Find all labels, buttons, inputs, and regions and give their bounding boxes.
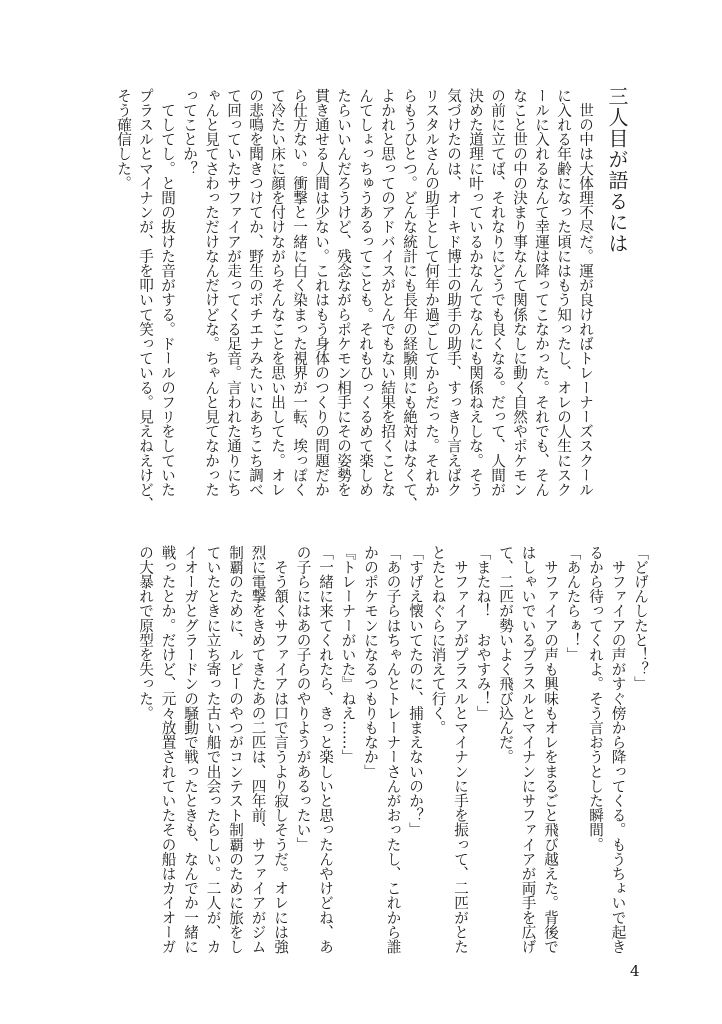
text-line: ってことか？ [181, 88, 198, 176]
text-line: リスタルさんの助手として何年か過ごしてからだった。それか [423, 88, 440, 497]
text-line: 気づけたのは、オーキド博士の助手の助手、すっきり言えばク [445, 88, 462, 497]
text-line: 「一緒に来てくれたら、きっと楽しいと思ったんやけどね、あ [317, 545, 334, 954]
text-line: 『トレーナーがいた』ねえ……」 [339, 545, 357, 764]
text-line: サファイアの声がすぐ傍から降ってくる。もうちょいで起き [609, 545, 627, 954]
text-line: サファイアがプラスルとマイナンに手を振って、二匹がとた [452, 545, 469, 954]
text-line: の前に立てば、それなりにどうでも良くなる。だって、人間が [489, 88, 506, 497]
text-line: ールに入れるなんて幸運は降ってこなかった。それでも、そん [533, 88, 550, 497]
text-line: そう確信した。 [115, 88, 132, 191]
text-line: るから待ってくれよ。そう言おうとした瞬間。 [587, 545, 604, 852]
text-line: てしてし。と間の抜けた音がする。ドールのフリをしていた [159, 88, 176, 497]
page-number: 4 [630, 962, 640, 980]
text-line: 制覇のために、ルビーのやつがコンテスト制覇のために旅をし [227, 545, 244, 954]
upper-text-block [112, 88, 596, 512]
text-line: サファイアの声も興味もオレをまるごと飛び越えた。背後で [542, 545, 559, 954]
text-line: とたとねぐらに消えて行く。 [429, 545, 447, 735]
text-line: 「またね！ おやすみ！」 [474, 545, 492, 721]
text-line: そう頷くサファイアは口で言うより寂しそうだ。オレには強 [272, 545, 289, 954]
text-line: イオーガとグラードンの騒動で戦ったときも、なんでか一緒に [182, 545, 199, 954]
text-line: 「あの子らはちゃんとトレーナーさんがおったし、これから誰 [384, 545, 402, 954]
text-line: 決めた道理に叶っているかなんてなんにも関係ねえしな。そう [467, 88, 484, 497]
text-line: らもうひとつ。どんな統計にも長年の経験則にも絶対はなくて、 [401, 88, 418, 512]
text-line: て冷たい床に顔を付けながらそんなことを思い出してた。オレ [269, 88, 286, 497]
text-line: んてしょっちゅうあるってことも。それもひっくるめて楽しめ [357, 88, 374, 497]
lower-text-block [110, 545, 651, 965]
text-line: 「あんたらぁ！」 [564, 545, 582, 662]
text-line: の子らにはあの子らのやりようがあるったい」 [294, 545, 312, 852]
text-line: て、二匹が勢いよく飛び込んだ。 [497, 545, 514, 764]
text-line: たらいいんだろうけど、残念ながらポケモン相手にその姿勢を [335, 88, 352, 497]
text-line: ゃんと見てさわっただけなんだけどな。ちゃんと見てなかった [203, 88, 220, 497]
text-line: 烈に電撃をきめてきたあの二匹は、四年前、サファイアがジム [249, 545, 267, 954]
text-line: なこと世の中の決まり事なんて関係なしに動く自然やポケモン [511, 88, 528, 497]
chapter-title: 三人目が語るには [605, 86, 629, 254]
text-line: プラスルとマイナンが、手を叩いて笑っている。見えねえけど、 [137, 88, 154, 512]
text-line: ら仕方ない。衝撃と一緒に白く染まった視界が一転、埃っぽく [291, 88, 308, 497]
text-line: に入れる年齢になった頃にはもう知ったし、オレの人生にスク [555, 88, 572, 497]
text-line: ていたときに立ち寄った古い船で出会ったらしい。二人が、カ [204, 545, 222, 954]
text-line: 世の中は大体理不尽だ。運が良ければトレーナーズスクール [577, 88, 594, 497]
text-line: 「すげえ懐いてたのに、捕まえないのか？」 [407, 545, 424, 837]
text-line: はしゃいでいるプラスルとマイナンにサファイアが両手を広げ [519, 545, 537, 954]
text-line: かのポケモンになるつもりもなか」 [362, 545, 379, 779]
text-line: の大暴れで原型を失った。 [137, 545, 154, 721]
text-line: 戦ったとか。だけど、元々放置されていたその船はカイオーガ [159, 545, 177, 954]
text-line: 「どげんしたと！？」 [632, 545, 649, 691]
text-line: の悲鳴を聞きつけてか、野生のポチエナみたいにあちこち調べ [247, 88, 264, 497]
text-line: 貫き通せる人間は少ない。これはもう身体のつくりの問題だか [313, 88, 330, 497]
text-line: よかれと思ってのアドバイスがとんでもない結果を招くことな [379, 88, 396, 497]
text-line: て回っていたサファイアが走ってくる足音。言われた通りにち [225, 88, 242, 497]
